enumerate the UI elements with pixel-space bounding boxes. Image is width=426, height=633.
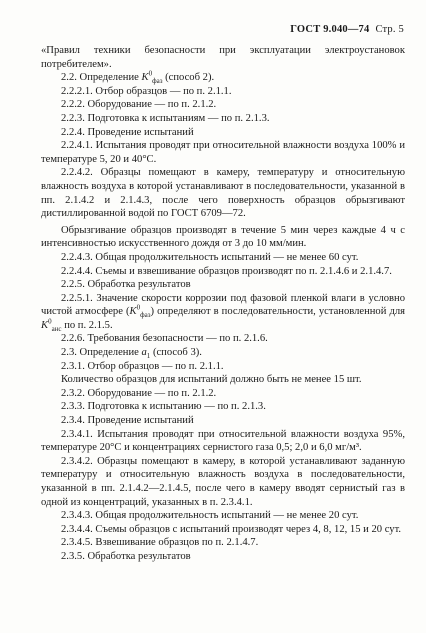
paragraph: 2.3.4.4. Съемы образцов с испытаний производят через 4, 8, 12, 15 и 20 сут. bbox=[61, 523, 402, 535]
subscript: фаз bbox=[152, 77, 163, 86]
subscript: фаз bbox=[140, 311, 151, 320]
paragraph: Обрызгивание образцов производят в течение 5 мин через каждые 4 ч с интенсивностью искусственного дождя от 3 до 10 мм/мин. bbox=[41, 224, 405, 250]
paragraph-2-3 bbox=[41, 346, 405, 360]
symbol-k: K bbox=[129, 306, 137, 318]
document-body bbox=[41, 44, 405, 564]
paragraph: 2.2.4. Проведение испытаний bbox=[61, 126, 194, 138]
paragraph: 2.2.4.2. Образцы помещают в камеру, температуру и относительную влажность воздуха в которой устанавливают в последовательности, указанной в пп. 2.1.4.2 и 2.1.4.3, после чего поверхность образцов обрызгивают дистиллированной водой по ГОСТ 6709—72. bbox=[41, 167, 405, 220]
paragraph: 2.3.4.1. Испытания проводят при относительной влажности воздуха 95%, температуре 20°С и концентрациях сернистого газа 0,5; 2,0 и 6,0 мг/м³. bbox=[41, 428, 405, 454]
paragraph-2-2-5-1 bbox=[41, 292, 405, 333]
paragraph: 2.3.2. Оборудование — по п. 2.1.2. bbox=[61, 387, 217, 399]
superscript: 0 bbox=[48, 317, 52, 326]
text: ) определяют в последовательности, установленной для bbox=[150, 306, 405, 318]
page-header bbox=[290, 24, 404, 35]
text: (способ 2). bbox=[162, 72, 215, 84]
paragraph: 2.2.3. Подготовка к испытаниям — по п. 2.1.3. bbox=[61, 112, 270, 124]
text: 2.2.5.1. Значение скорости коррозии под фазовой пленкой влаги в условно чистой атмосфере ( bbox=[41, 292, 405, 318]
paragraph: 2.3.4.3. Общая продолжительность испытаний — не менее 20 сут. bbox=[61, 510, 359, 522]
paragraph: Количество образцов для испытаний должно быть не менее 15 шт. bbox=[61, 374, 362, 386]
symbol-k: K bbox=[141, 72, 149, 84]
paragraph: 2.2.2. Оборудование — по п. 2.1.2. bbox=[61, 99, 217, 111]
symbol-a: a bbox=[141, 347, 147, 359]
text: 2.2. Определение bbox=[61, 72, 142, 84]
paragraph: 2.2.4.4. Съемы и взвешивание образцов производят по п. 2.1.4.6 и 2.1.4.7. bbox=[61, 265, 392, 277]
paragraph: 2.2.5. Обработка результатов bbox=[61, 279, 191, 291]
subscript: 1 bbox=[146, 352, 151, 361]
paragraph: 2.3.5. Обработка результатов bbox=[61, 550, 191, 562]
paragraph: 2.3.1. Отбор образцов — по п. 2.1.1. bbox=[61, 360, 224, 372]
paragraph: «Правил техники безопасности при эксплуатации электроустановок потребителем». bbox=[41, 45, 405, 70]
paragraph: 2.3.4.2. Образцы помещают в камеру, в которой устанавливают заданную температуру и относительную влажность воздуха в последовательности, указанной в пп. 2.1.4.2—2.1.4.5, после чего в камеру вводят сернистый газ в одной из концентраций, указанных в п. 2.3.4.1. bbox=[41, 455, 405, 508]
paragraph: 2.3.3. Подготовка к испытанию — по п. 2.1.3. bbox=[61, 401, 266, 413]
superscript: 0 bbox=[148, 69, 153, 78]
paragraph-2-2 bbox=[41, 71, 405, 85]
paragraph: 2.2.4.3. Общая продолжительность испытаний — не менее 60 сут. bbox=[61, 251, 359, 263]
text: (способ 3). bbox=[150, 347, 202, 359]
paragraph: 2.3.4.5. Взвешивание образцов по п. 2.1.4.7. bbox=[61, 537, 259, 549]
paragraph: 2.2.6. Требования безопасности — по п. 2.1.6. bbox=[61, 333, 268, 345]
superscript: 0 bbox=[136, 303, 141, 312]
text: по п. 2.1.5. bbox=[61, 319, 113, 331]
gost-number: ГОСТ 9.040—74 bbox=[290, 24, 370, 35]
paragraph: 2.3.4. Проведение испытаний bbox=[61, 415, 194, 427]
paragraph: 2.2.4.1. Испытания проводят при относительной влажности воздуха 100% и температуре 5, 20 и 40°С. bbox=[41, 140, 405, 165]
page-number: Стр. 5 bbox=[375, 24, 404, 35]
paragraph: 2.2.2.1. Отбор образцов — по п. 2.1.1. bbox=[61, 85, 232, 97]
subscript: анс bbox=[51, 324, 62, 333]
symbol-k: K bbox=[41, 319, 49, 331]
text: 2.3. Определение bbox=[61, 347, 142, 359]
